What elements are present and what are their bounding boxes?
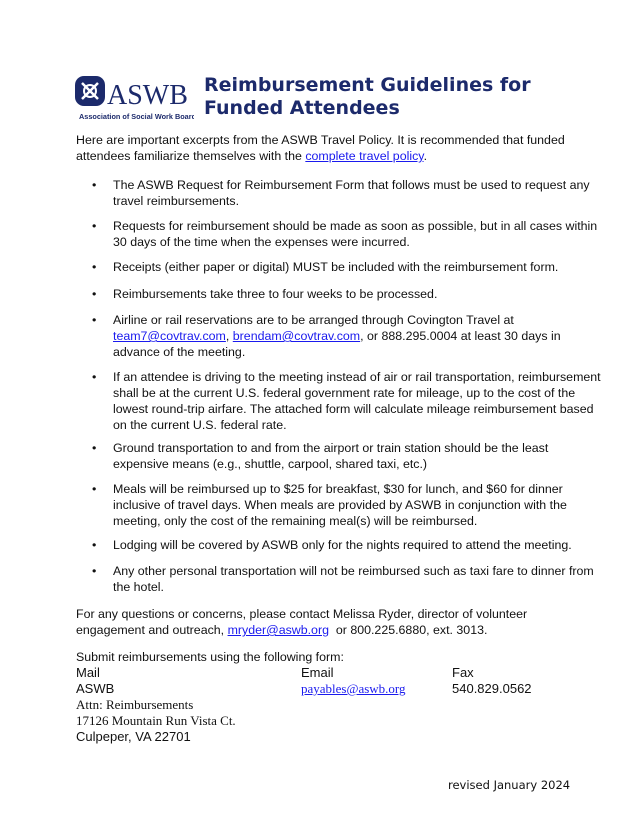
mail-line: Culpeper, VA 22701	[76, 729, 191, 744]
bullet-icon: •	[92, 260, 97, 274]
bullet-icon: •	[92, 219, 97, 233]
list-item-text: Lodging will be covered by ASWB only for the nights required to attend the meeting.	[113, 538, 572, 552]
title-line: Reimbursement Guidelines for	[204, 74, 531, 96]
revision-date: revised January 2024	[448, 778, 571, 792]
list-item-text: Reimbursements take three to four weeks to be processed.	[113, 287, 438, 301]
list-item-text: Ground transportation to and from the airport or train station should be the least expensive means (e.g., shuttle, carpool, shared taxi, etc.)	[113, 441, 549, 471]
list-item	[76, 563, 603, 595]
list-item	[76, 177, 603, 209]
list-item-text: Receipts (either paper or digital) MUST be included with the reimbursement form.	[113, 260, 559, 274]
list-item	[76, 537, 603, 553]
mail-label: Mail	[76, 665, 100, 680]
email-label: Email	[301, 665, 334, 680]
submit-heading: Submit reimbursements using the following form:	[76, 650, 344, 664]
bullet-icon: •	[92, 441, 97, 455]
list-item-text: Requests for reimbursement should be made as soon as possible, but in all cases within 30 days of the time when the expenses were incurred.	[113, 219, 598, 249]
aswb-logo	[74, 74, 194, 124]
mail-line: 17126 Mountain Run Vista Ct.	[76, 713, 236, 728]
contact-end: or 800.225.6880, ext. 3013.	[328, 623, 488, 637]
list-item	[76, 481, 603, 529]
mail-line: Attn: Reimbursements	[76, 697, 194, 712]
list-item	[76, 369, 603, 433]
bullet-icon: •	[92, 564, 97, 578]
bullet-icon: •	[92, 538, 97, 552]
svg-text:Association of Social Work Boa: Association of Social Work Boards	[79, 112, 194, 121]
svg-text:ASWB: ASWB	[107, 80, 188, 111]
intro-text: Here are important excerpts from the ASWB Travel Policy. It is recommended that funded attendees familiarize themselves with the	[76, 133, 565, 163]
bullet-icon: •	[92, 482, 97, 496]
mryder-email-link[interactable]: mryder@aswb.org	[227, 623, 329, 637]
bullet-icon: •	[92, 370, 97, 384]
intro-paragraph	[76, 132, 576, 164]
list-item-text: , or 888.295.0004 at least 30 days in advance of the meeting.	[113, 329, 561, 359]
mail-line: ASWB	[76, 681, 115, 696]
list-item-text: Any other personal transportation will not be reimbursed such as taxi fare to dinner from the hotel.	[113, 564, 594, 594]
list-item	[76, 440, 603, 472]
fax-column	[452, 665, 532, 697]
list-item	[76, 312, 603, 360]
fax-label: Fax	[452, 665, 474, 680]
bullet-icon: •	[92, 313, 97, 327]
email-column	[301, 665, 406, 697]
team7-email-link[interactable]: team7@covtrav.com	[113, 329, 226, 343]
list-item	[76, 259, 603, 275]
payables-email-link[interactable]: payables@aswb.org	[301, 681, 406, 696]
contact-text: For any questions or concerns, please contact Melissa Ryder, director of volunteer engagement and outreach,	[76, 607, 528, 637]
complete-travel-policy-link[interactable]: complete travel policy	[305, 149, 424, 163]
list-item	[76, 286, 603, 302]
submit-section	[76, 649, 556, 749]
list-item-text: Meals will be reimbursed up to $25 for breakfast, $30 for lunch, and $60 for dinner inclusive of travel days. When meals are provided by ASWB in conjunction with the meeting, only the cost of the remaining meal(s) will be reimbursed.	[113, 482, 567, 528]
mail-column	[76, 665, 236, 745]
page-title	[204, 74, 531, 120]
brendam-email-link[interactable]: brendam@covtrav.com	[232, 329, 361, 343]
list-item-text: If an attendee is driving to the meeting instead of air or rail transportation, reimbursement shall be at the current U.S. federal government rate for mileage, up to the cost of the lowest round-trip airfare. The attached form will calculate mileage reimbursement based on the current U.S. federal rate.	[113, 370, 601, 432]
bullet-icon: •	[92, 287, 97, 301]
bullet-icon: •	[92, 178, 97, 192]
list-item-text: The ASWB Request for Reimbursement Form that follows must be used to request any travel reimbursements.	[113, 178, 590, 208]
separator: ,	[225, 329, 233, 343]
list-item-text: Airline or rail reservations are to be arranged through Covington Travel at	[113, 313, 514, 327]
title-line: Funded Attendees	[204, 97, 400, 119]
fax-number: 540.829.0562	[452, 681, 532, 696]
list-item	[76, 218, 603, 250]
contact-paragraph	[76, 606, 576, 638]
intro-end: .	[423, 149, 428, 163]
